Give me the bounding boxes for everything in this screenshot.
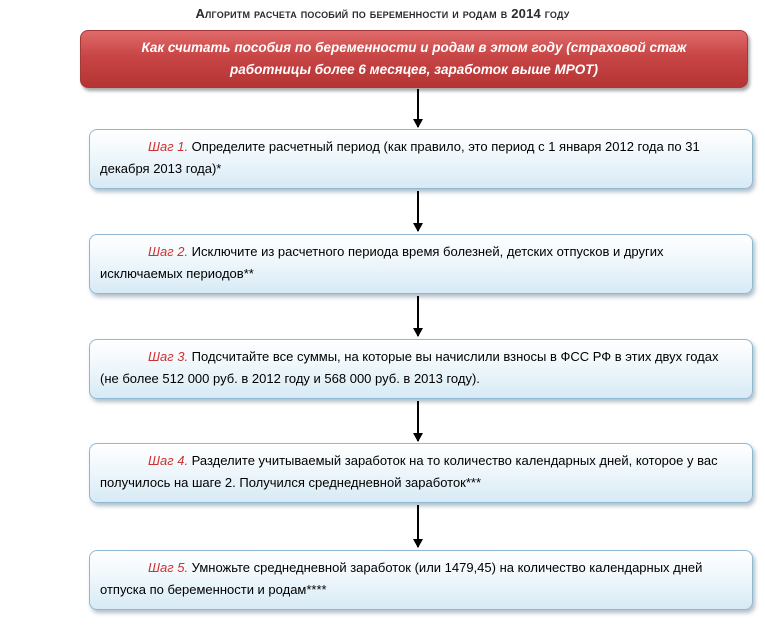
- step-4-box: [89, 443, 753, 503]
- arrow-step-3-to-step-4: [417, 401, 419, 441]
- step-2-text: Исключите из расчетного периода время болезней, детских отпусков и других исключаемых периодов**: [100, 244, 664, 281]
- title-suffix: году: [540, 6, 570, 21]
- step-5-box: [89, 550, 753, 610]
- diagram-title: [0, 6, 765, 21]
- arrow-step-1-to-step-2: [417, 191, 419, 231]
- title-year: 2014: [511, 6, 541, 21]
- step-3-text: Подсчитайте все суммы, на которые вы начислили взносы в ФСС РФ в этих двух годах (не более 512 000 руб. в 2012 году и 568 000 руб. в 2013 году).: [100, 349, 719, 386]
- step-3-label: Шаг 3.: [148, 349, 189, 364]
- arrow-header-to-step-1: [417, 89, 419, 127]
- step-3-box: [89, 339, 753, 399]
- step-5-text: Умножьте среднедневной заработок (или 1479,45) на количество календарных дней отпуска по беременности и родам****: [100, 560, 703, 597]
- step-4-label: Шаг 4.: [148, 453, 189, 468]
- step-1-box: [89, 129, 753, 189]
- step-2-label: Шаг 2.: [148, 244, 189, 259]
- step-2-box: [89, 234, 753, 294]
- step-1-label: Шаг 1.: [148, 139, 189, 154]
- step-4-text: Разделите учитываемый заработок на то количество календарных дней, которое у вас получилось на шаге 2. Получился среднедневной заработок***: [100, 453, 718, 490]
- arrow-step-2-to-step-3: [417, 296, 419, 336]
- title-text: Алгоритм расчета пособий по беременности и родам в: [195, 6, 512, 21]
- step-5-label: Шаг 5.: [148, 560, 189, 575]
- header-box: [80, 30, 748, 88]
- arrow-step-4-to-step-5: [417, 505, 419, 547]
- step-1-text: Определите расчетный период (как правило, это период с 1 января 2012 года по 31 декабря 2013 года)*: [100, 139, 700, 176]
- header-text: Как считать пособия по беременности и родам в этом году (страховой стаж работницы более 6 месяцев, заработок выше МРОТ): [141, 40, 687, 77]
